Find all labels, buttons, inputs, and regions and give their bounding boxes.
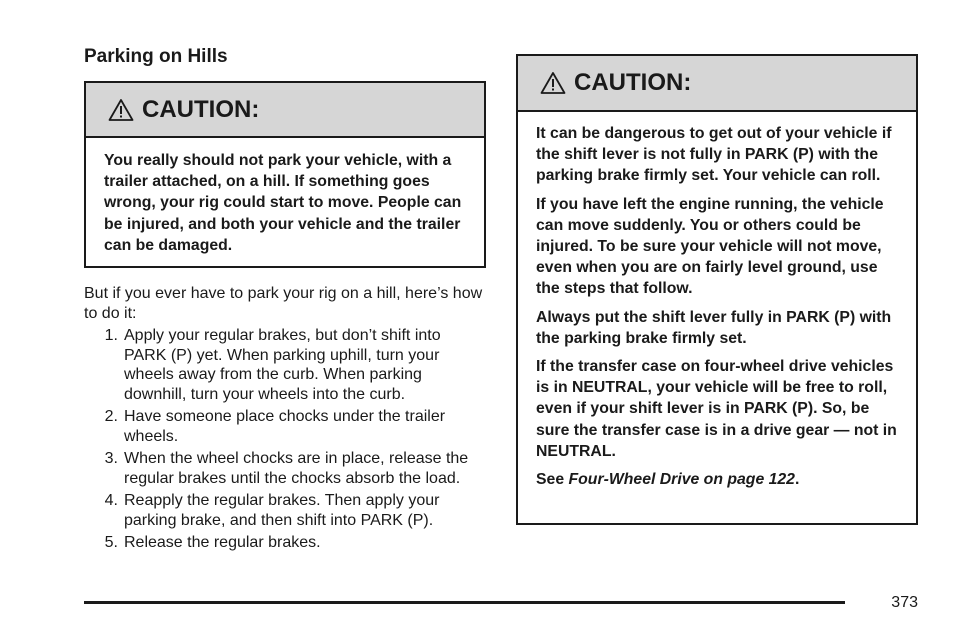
step-text: Apply your regular brakes, but don’t shift into PARK (P) yet. When parking uphill, turn your wheels away from the curb. When parking downhill, turn your wheels into the curb. <box>124 327 441 403</box>
step-text: When the wheel chocks are in place, release the regular brakes until the chocks absorb the load. <box>124 450 469 487</box>
caution-body <box>518 112 916 490</box>
caution-title: CAUTION: <box>574 69 692 96</box>
step-number: 1. <box>104 327 118 344</box>
see-suffix: . <box>794 471 800 489</box>
caution-paragraph: If the transfer case on four-wheel drive vehicles is in NEUTRAL, your vehicle will be free to roll, even if your shift lever is in PARK (P). So, be sure the transfer case is in a drive gear — not in NEUTRAL. <box>536 358 897 460</box>
step-number: 5. <box>104 534 118 551</box>
caution-paragraph: It can be dangerous to get out of your vehicle if the shift lever is not fully in PARK (P) with the parking brake firmly set. Your vehicle can roll. <box>536 125 892 185</box>
step-text: Reapply the regular brakes. Then apply your parking brake, and then shift into PARK (P). <box>124 492 440 529</box>
intro-paragraph: But if you ever have to park your rig on a hill, here’s how to do it: <box>84 285 483 322</box>
section-heading: Parking on Hills <box>84 46 228 67</box>
list-item <box>84 407 484 446</box>
caution-box-trailer <box>84 81 486 268</box>
warning-triangle-icon <box>540 71 566 95</box>
caution-body <box>86 138 484 256</box>
steps-list <box>84 326 484 556</box>
warning-triangle-icon <box>108 98 134 122</box>
step-number: 3. <box>104 450 118 467</box>
page-number: 373 <box>891 594 918 611</box>
caution-text: You really should not park your vehicle, with a trailer attached, on a hill. If something goes wrong, your rig could start to move. People can be injured, and both your vehicle and the trailer can be damaged. <box>104 152 462 254</box>
cross-reference-link: Four-Wheel Drive on page 122 <box>568 471 795 489</box>
caution-title: CAUTION: <box>142 95 260 123</box>
see-reference <box>536 469 902 490</box>
caution-paragraph: If you have left the engine running, the vehicle can move suddenly. You or others could be injured. To be sure your vehicle will not move, even when you are on fairly level ground, use the steps that follow. <box>536 195 884 298</box>
caution-header <box>86 83 484 138</box>
step-number: 2. <box>104 408 118 425</box>
step-text: Have someone place chocks under the trailer wheels. <box>124 408 446 445</box>
caution-box-shift-lever <box>516 54 918 525</box>
step-number: 4. <box>104 492 118 509</box>
list-item <box>84 533 484 553</box>
footer-rule <box>84 601 845 604</box>
list-item <box>84 326 484 404</box>
caution-header <box>518 56 916 112</box>
see-prefix: See <box>536 471 569 489</box>
caution-paragraph: Always put the shift lever fully in PARK (P) with the parking brake firmly set. <box>536 308 892 347</box>
step-text: Release the regular brakes. <box>124 534 321 551</box>
list-item <box>84 449 484 488</box>
list-item <box>84 491 484 530</box>
